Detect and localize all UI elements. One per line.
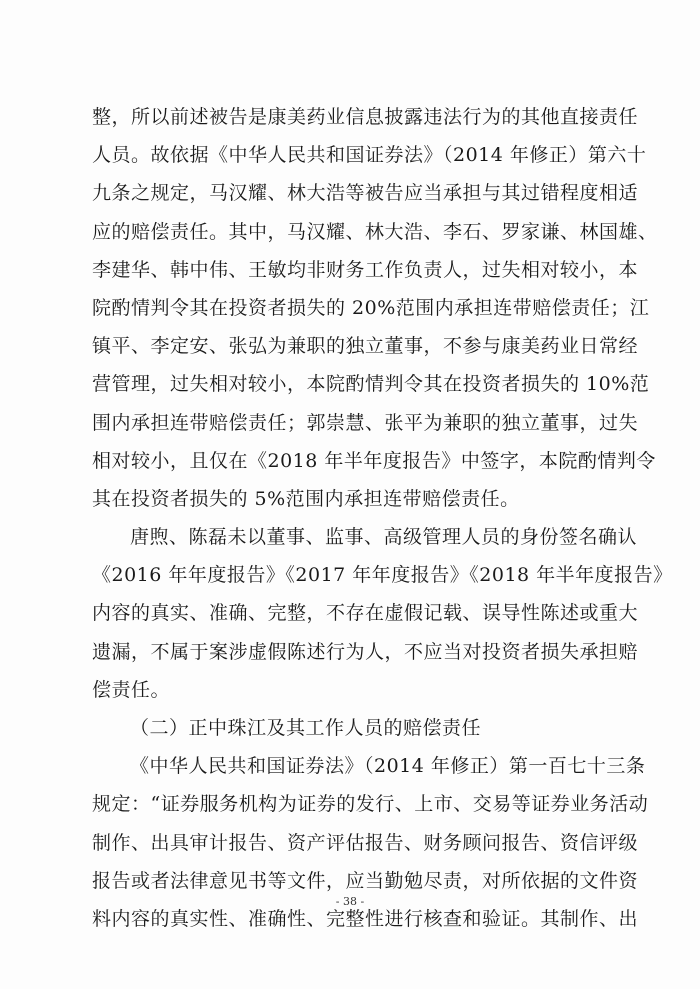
text-line: 营管理，过失相对较小，本院酌情判令其在投资者损失的 10%范	[92, 373, 650, 396]
text-line: 九条之规定，马汉耀、林大浩等被告应当承担与其过错程度相适	[92, 182, 639, 205]
text-line: 报告或者法律意见书等文件，应当勤勉尽责，对所依据的文件资	[92, 869, 639, 892]
paragraph-securities-law-article-173	[92, 747, 649, 938]
text-line: 制作、出具审计报告、资产评估报告、财务顾问报告、资信评级	[92, 831, 639, 854]
text-line: 镇平、李定安、张弘为兼职的独立董事，不参与康美药业日常经	[92, 335, 639, 358]
text-line: 唐煦、陈磊未以董事、监事、高级管理人员的身份签名确认	[130, 526, 638, 549]
text-line: 遗漏，不属于案涉虚假陈述行为人，不应当对投资者损失承担赔	[92, 640, 639, 663]
section-heading: （二）正中珠江及其工作人员的赔偿责任	[130, 717, 482, 739]
text-line: 整，所以前述被告是康美药业信息披露违法行为的其他直接责任	[92, 106, 639, 128]
text-line: 其在投资者损失的 5%范围内承担连带赔偿责任。	[92, 487, 520, 510]
text-line: 规定：“证券服务机构为证券的发行、上市、交易等证券业务活动	[92, 793, 649, 816]
text-line: 料内容的真实性、准确性、完整性进行核查和验证。其制作、出	[92, 907, 639, 930]
text-line: 围内承担连带赔偿责任；郭崇慧、张平为兼职的独立董事，过失	[92, 411, 639, 434]
page-number: - 38 -	[335, 895, 365, 908]
text-line: 院酌情判令其在投资者损失的 20%范围内承担连带赔偿责任；江	[92, 296, 650, 319]
text-line: 人员。故依据《中华人民共和国证券法》（2014 年修正）第六十	[92, 144, 647, 167]
text-line: 李建华、韩中伟、王敏均非财务工作负责人，过失相对较小，本	[92, 258, 639, 281]
text-line: 《2016 年年度报告》《2017 年年度报告》《2018 年半年度报告》	[92, 564, 673, 587]
text-line: 应的赔偿责任。其中，马汉耀、林大浩、李石、罗家谦、林国雄、	[92, 220, 658, 243]
paragraph-liability-of-other-defendants	[92, 98, 658, 518]
document-body	[92, 98, 673, 938]
text-line: 内容的真实、准确、完整，不存在虚假记载、误导性陈述或重大	[92, 602, 639, 625]
paragraph-no-liability	[92, 518, 673, 709]
text-line: 相对较小，且仅在《2018 年半年度报告》中签字，本院酌情判令	[92, 449, 656, 472]
text-line: 偿责任。	[92, 678, 171, 701]
text-line: 《中华人民共和国证券法》（2014 年修正）第一百七十三条	[130, 755, 646, 778]
